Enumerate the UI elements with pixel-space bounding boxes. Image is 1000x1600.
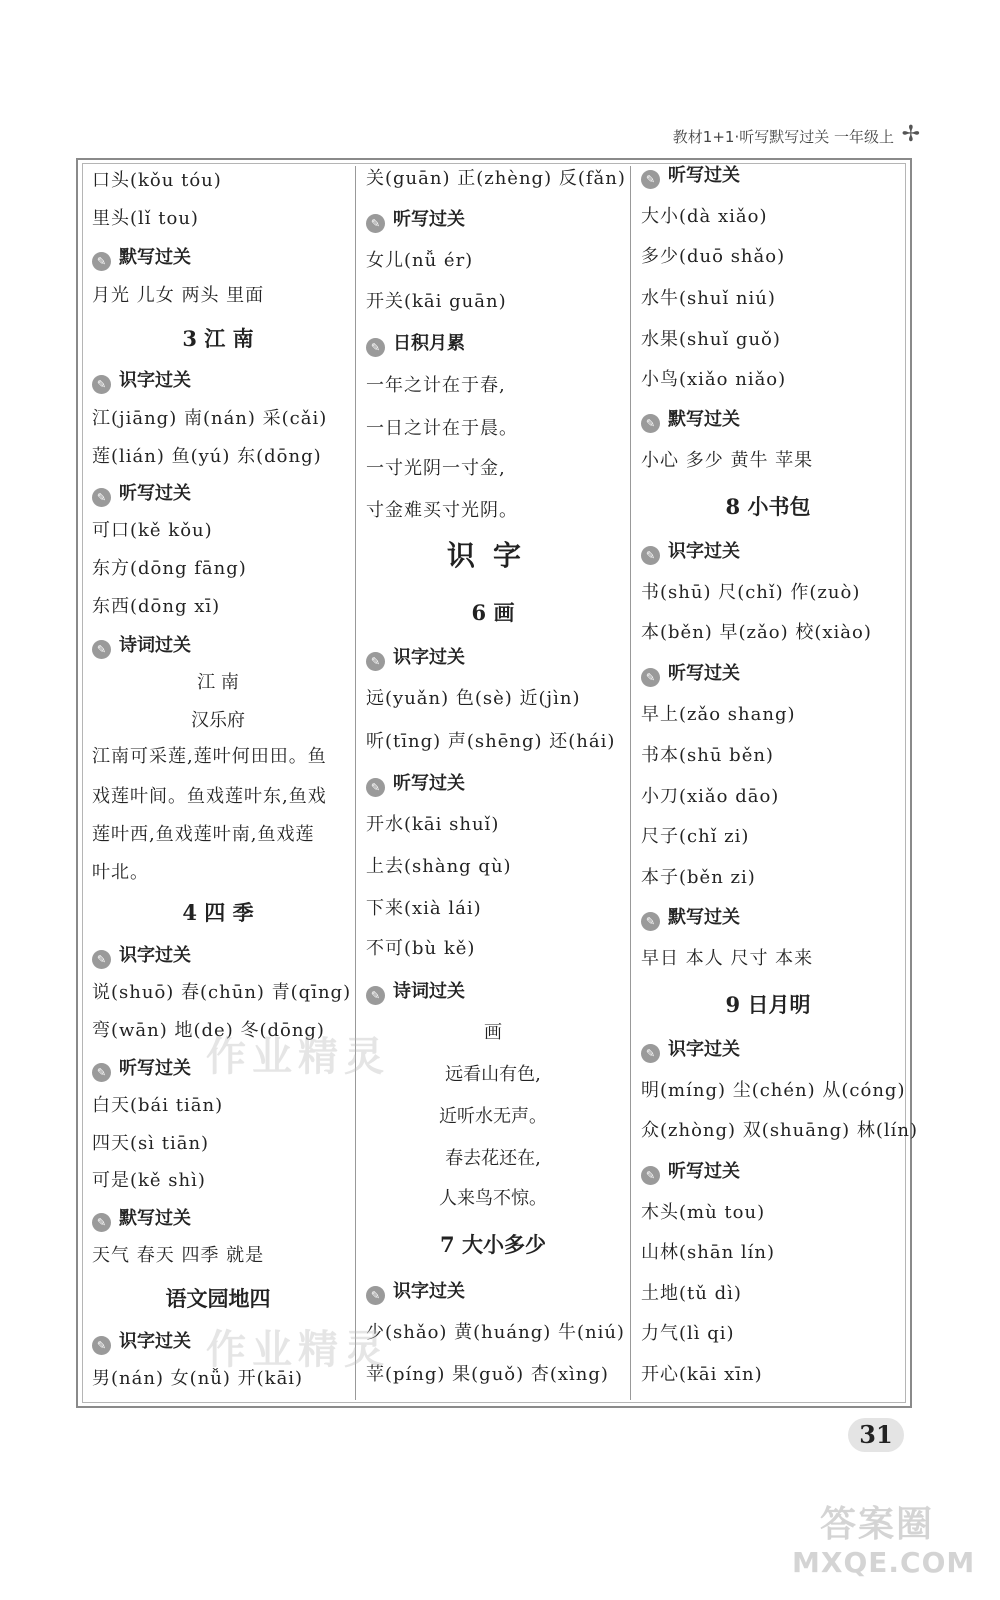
section-heading (366, 208, 465, 233)
section-heading-label: 听写过关 (393, 209, 465, 230)
section-heading (92, 1330, 191, 1355)
unit-title: 识字 (446, 539, 539, 572)
text-line: 开心(kāi xīn) (641, 1364, 763, 1385)
text-line: 东方(dōng fāng) (92, 558, 247, 579)
section-bullet-icon: ✎ (641, 1044, 660, 1063)
section-bullet-icon: ✎ (366, 214, 385, 233)
section-bullet-icon: ✎ (641, 1166, 660, 1185)
section-bullet-icon: ✎ (92, 488, 111, 507)
section-heading-label: 识字过关 (668, 1039, 740, 1060)
text-line: 下来(xià lái) (366, 898, 482, 919)
text-line: 江(jiāng) 南(nán) 采(cǎi) (92, 408, 328, 429)
text-line: 女儿(nǚ ér) (366, 250, 474, 271)
text-line: 天气 春天 四季 就是 (92, 1245, 265, 1266)
text-line: 大小(dà xiǎo) (641, 206, 768, 227)
poem-line: 江 南 (197, 672, 239, 693)
text-line: 开水(kāi shuǐ) (366, 814, 500, 835)
section-heading-label: 默写过关 (119, 247, 191, 268)
text-line: 远(yuǎn) 色(sè) 近(jìn) (366, 688, 581, 709)
text-line: 叶北。 (92, 862, 149, 883)
text-line: 东西(dōng xī) (92, 596, 221, 617)
section-heading-label: 识字过关 (119, 945, 191, 966)
section-bullet-icon: ✎ (92, 252, 111, 271)
section-heading-label: 识字过关 (119, 370, 191, 391)
section-heading (92, 944, 191, 969)
section-heading (366, 1280, 465, 1305)
header-text: 教材1+1·听写默写过关 一年级上 (672, 128, 894, 146)
section-heading (641, 540, 740, 565)
text-line: 开关(kāi guān) (366, 291, 507, 312)
text-line: 土地(tǔ dì) (641, 1283, 742, 1304)
section-heading (366, 980, 465, 1005)
lesson-title: 3 江 南 (182, 326, 254, 351)
section-heading (92, 369, 191, 394)
text-line: 水果(shuǐ guǒ) (641, 329, 781, 350)
section-heading (92, 634, 191, 659)
header-ornament-icon: ✢ (901, 122, 920, 147)
text-line: 可口(kě kǒu) (92, 520, 213, 541)
text-line: 口头(kǒu tóu) (92, 170, 222, 191)
section-heading-label: 诗词过关 (393, 981, 465, 1002)
section-heading (641, 906, 740, 931)
text-line: 明(míng) 尘(chén) 从(cóng) (641, 1080, 906, 1101)
text-line: 力气(lì qi) (641, 1323, 735, 1344)
text-line: 一年之计在于春, (366, 375, 506, 396)
section-heading (641, 1160, 740, 1185)
section-heading-label: 诗词过关 (119, 635, 191, 656)
section-heading-label: 听写过关 (668, 165, 740, 186)
section-heading-label: 识字过关 (393, 1281, 465, 1302)
section-heading (366, 332, 465, 357)
section-heading-label: 识字过关 (393, 647, 465, 668)
text-line: 小鸟(xiǎo niǎo) (641, 369, 787, 390)
section-heading-label: 听写过关 (119, 483, 191, 504)
section-heading-label: 默写过关 (119, 1208, 191, 1229)
text-line: 不可(bù kě) (366, 938, 476, 959)
section-bullet-icon: ✎ (366, 778, 385, 797)
section-bullet-icon: ✎ (641, 170, 660, 189)
text-line: 月光 儿女 两头 里面 (92, 285, 265, 306)
text-line: 书本(shū běn) (641, 745, 774, 766)
section-bullet-icon: ✎ (641, 414, 660, 433)
text-line: 江南可采莲,莲叶何田田。鱼 (92, 746, 327, 767)
text-line: 一日之计在于晨。 (366, 418, 518, 439)
text-line: 书(shū) 尺(chǐ) 作(zuò) (641, 582, 861, 603)
section-heading (641, 662, 740, 687)
section-heading-label: 听写过关 (119, 1058, 191, 1079)
text-line: 木头(mù tou) (641, 1202, 766, 1223)
poem-line: 春去花还在, (445, 1148, 541, 1169)
section-heading-label: 识字过关 (668, 541, 740, 562)
text-line: 众(zhòng) 双(shuāng) 林(lín) (641, 1120, 918, 1141)
text-line: 上去(shàng qù) (366, 856, 512, 877)
section-bullet-icon: ✎ (92, 375, 111, 394)
lesson-title: 8 小书包 (725, 494, 811, 519)
text-line: 少(shǎo) 黄(huáng) 牛(niú) (366, 1322, 625, 1343)
section-heading-label: 听写过关 (393, 773, 465, 794)
text-line: 说(shuō) 春(chūn) 青(qīng) (92, 982, 352, 1003)
section-heading-label: 识字过关 (119, 1331, 191, 1352)
lesson-title: 6 画 (471, 600, 515, 625)
page-number: 31 (848, 1418, 904, 1452)
poem-line: 人来鸟不惊。 (439, 1188, 547, 1209)
text-line: 莲叶西,鱼戏莲叶南,鱼戏莲 (92, 824, 315, 845)
section-bullet-icon: ✎ (92, 1213, 111, 1232)
section-bullet-icon: ✎ (641, 912, 660, 931)
section-bullet-icon: ✎ (92, 640, 111, 659)
section-bullet-icon: ✎ (366, 652, 385, 671)
text-line: 四天(sì tiān) (92, 1133, 210, 1154)
section-heading (92, 1057, 191, 1082)
section-heading (641, 164, 740, 189)
text-line: 白天(bái tiān) (92, 1095, 224, 1116)
section-heading (92, 246, 191, 271)
text-line: 弯(wān) 地(de) 冬(dōng) (92, 1020, 325, 1041)
section-heading (92, 1207, 191, 1232)
section-heading-label: 听写过关 (668, 663, 740, 684)
section-heading (366, 772, 465, 797)
text-line: 戏莲叶间。鱼戏莲叶东,鱼戏 (92, 786, 327, 807)
lesson-title: 9 日月明 (725, 992, 811, 1017)
text-line: 里头(lǐ tou) (92, 208, 199, 229)
poem-line: 画 (484, 1022, 502, 1043)
section-bullet-icon: ✎ (366, 1286, 385, 1305)
site-logo: 答案圈 MXQE.COM (792, 1504, 976, 1579)
section-bullet-icon: ✎ (641, 546, 660, 565)
poem-line: 汉乐府 (191, 710, 245, 731)
text-line: 本子(běn zi) (641, 867, 756, 888)
text-line: 本(běn) 早(zǎo) 校(xiào) (641, 622, 872, 643)
text-line: 一寸光阴一寸金, (366, 458, 506, 479)
text-line: 听(tīng) 声(shēng) 还(hái) (366, 731, 616, 752)
text-line: 山林(shān lín) (641, 1242, 776, 1263)
text-line: 男(nán) 女(nǚ) 开(kāi) (92, 1368, 304, 1389)
section-bullet-icon: ✎ (366, 338, 385, 357)
text-line: 苹(píng) 果(guǒ) 杏(xìng) (366, 1364, 609, 1385)
text-line: 水牛(shuǐ niú) (641, 288, 776, 309)
text-line: 早日 本人 尺寸 本来 (641, 948, 814, 969)
text-line: 尺子(chǐ zi) (641, 826, 750, 847)
section-heading-label: 日积月累 (393, 333, 465, 354)
section-bullet-icon: ✎ (366, 986, 385, 1005)
section-heading (366, 646, 465, 671)
text-line: 多少(duō shǎo) (641, 246, 786, 267)
section-bullet-icon: ✎ (641, 668, 660, 687)
section-bullet-icon: ✎ (92, 1336, 111, 1355)
poem-line: 近听水无声。 (439, 1106, 547, 1127)
section-heading-label: 默写过关 (668, 907, 740, 928)
section-heading (641, 408, 740, 433)
column-divider (355, 166, 356, 1400)
watermark: 作业精灵 (206, 1327, 390, 1373)
text-line: 小刀(xiǎo dāo) (641, 786, 780, 807)
text-line: 可是(kě shì) (92, 1170, 206, 1191)
section-bullet-icon: ✎ (92, 950, 111, 969)
section-heading (641, 1038, 740, 1063)
watermark: 作业精灵 (206, 1034, 390, 1080)
section-heading-label: 默写过关 (668, 409, 740, 430)
section-heading (92, 482, 191, 507)
text-line: 寸金难买寸光阴。 (366, 500, 518, 521)
text-line: 早上(zǎo shang) (641, 704, 796, 725)
lesson-title: 4 四 季 (182, 900, 254, 925)
poem-line: 远看山有色, (445, 1064, 541, 1085)
column-divider (630, 166, 631, 1400)
text-line: 小心 多少 黄牛 苹果 (641, 450, 814, 471)
text-line: 莲(lián) 鱼(yú) 东(dōng) (92, 446, 322, 467)
section-heading-label: 听写过关 (668, 1161, 740, 1182)
lesson-title: 语文园地四 (165, 1286, 271, 1311)
lesson-title: 7 大小多少 (440, 1232, 546, 1257)
text-line: 关(guān) 正(zhèng) 反(fǎn) (366, 168, 626, 189)
section-bullet-icon: ✎ (92, 1063, 111, 1082)
